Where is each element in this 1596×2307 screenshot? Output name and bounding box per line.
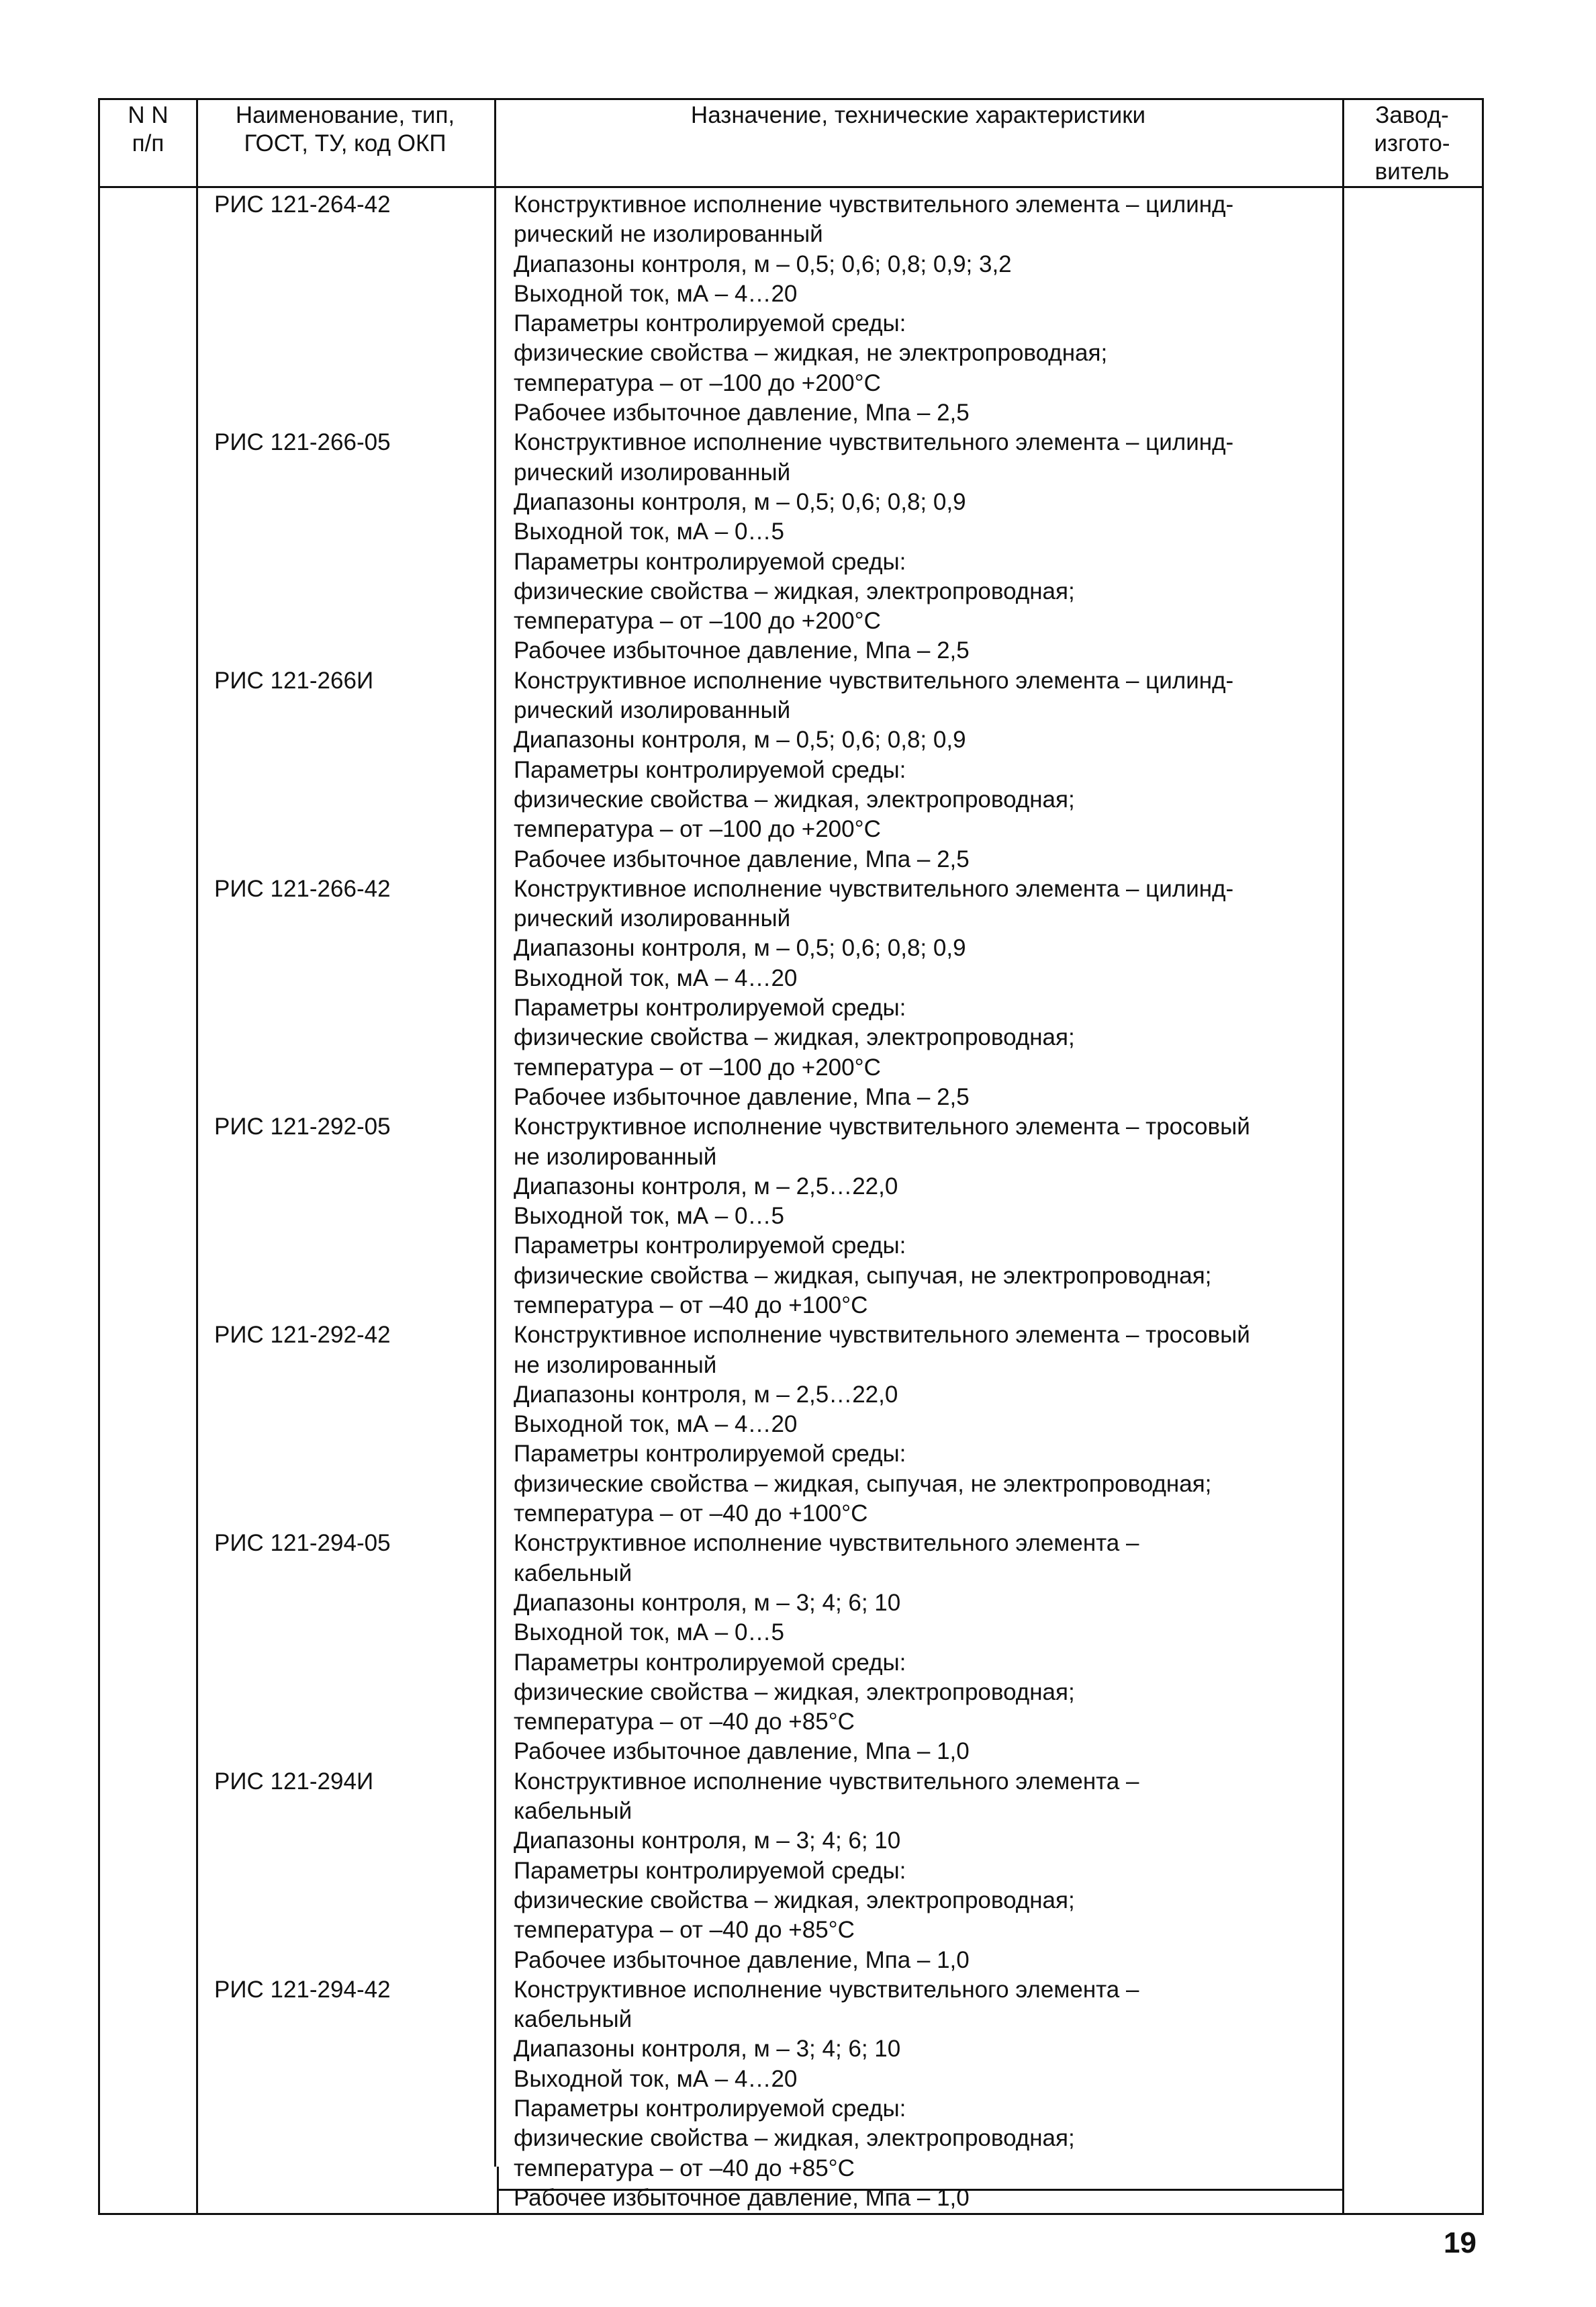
device-code: РИС 121-292-42 [214, 1322, 391, 1349]
spec-line: не изолированный [514, 1143, 717, 1170]
spec-line: Рабочее избыточное давление, Мпа – 1,0 [514, 2184, 970, 2211]
spec-line: физические свойства – жидкая, электропроводная; [514, 578, 1075, 604]
device-code: РИС 121-294И [214, 1768, 374, 1795]
spec-line: рический изолированный [514, 459, 791, 486]
spec-line: температура – от –40 до +100°С [514, 1292, 868, 1318]
spec-line: Рабочее избыточное давление, Мпа – 1,0 [514, 1946, 970, 1973]
spec-line: температура – от –100 до +200°С [514, 608, 881, 635]
table-row [100, 1320, 1482, 1529]
spec-line: рический изолированный [514, 905, 791, 932]
device-code: РИС 121-294-05 [214, 1530, 391, 1557]
spec-line: физические свойства – жидкая, электропроводная; [514, 2125, 1075, 2152]
spec-line: Выходной ток, мА – 4…20 [514, 964, 798, 991]
spec-line: Выходной ток, мА – 0…5 [514, 1619, 784, 1646]
table-row [100, 190, 1482, 428]
spec-line: Конструктивное исполнение чувствительного элемента – [514, 1976, 1139, 2003]
table-row [100, 1975, 1482, 2213]
spec-line: Конструктивное исполнение чувствительного элемента – [514, 1530, 1139, 1557]
spec-line: температура – от –100 до +200°С [514, 1054, 881, 1081]
spec-description [514, 190, 1482, 428]
spec-line: Диапазоны контроля, м – 0,5; 0,6; 0,8; 0,9 [514, 935, 966, 962]
spec-line: физические свойства – жидкая, электропроводная; [514, 1678, 1075, 1705]
spec-line: Выходной ток, мА – 0…5 [514, 518, 784, 545]
spec-line: температура – от –100 до +200°С [514, 369, 881, 396]
table-row [100, 1112, 1482, 1320]
spec-line: физические свойства – жидкая, не электропроводная; [514, 340, 1108, 367]
spec-line: Диапазоны контроля, м – 3; 4; 6; 10 [514, 1827, 901, 1854]
spec-line: Конструктивное исполнение чувствительного элемента – цилинд- [514, 191, 1234, 218]
spec-line: Диапазоны контроля, м – 0,5; 0,6; 0,8; 0,9 [514, 727, 966, 754]
spec-line: Параметры контролируемой среды: [514, 1441, 906, 1467]
spec-line: кабельный [514, 2006, 632, 2033]
table-row [100, 428, 1482, 666]
table-row [100, 874, 1482, 1112]
spec-line: Конструктивное исполнение чувствительного элемента – цилинд- [514, 429, 1234, 456]
spec-line: Конструктивное исполнение чувствительного элемента – тросовый [514, 1114, 1250, 1140]
device-code: РИС 121-264-42 [214, 191, 391, 218]
spec-line: не изолированный [514, 1351, 717, 1378]
spec-line: Выходной ток, мА – 4…20 [514, 1411, 798, 1438]
table-row [100, 1529, 1482, 1766]
spec-description [514, 1767, 1482, 1975]
spec-line: Рабочее избыточное давление, Мпа – 2,5 [514, 1083, 970, 1110]
spec-line: Выходной ток, мА – 0…5 [514, 1203, 784, 1230]
device-code: РИС 121-266И [214, 667, 374, 694]
spec-line: Рабочее избыточное давление, Мпа – 1,0 [514, 1738, 970, 1765]
spec-description [514, 1975, 1482, 2213]
header-purpose: Назначение, технические характеристики [690, 102, 1146, 128]
spec-line: Параметры контролируемой среды: [514, 756, 906, 783]
spec-description [514, 1112, 1482, 1320]
device-code: РИС 121-266-05 [214, 429, 391, 456]
spec-line: Конструктивное исполнение чувствительного элемента – тросовый [514, 1322, 1250, 1349]
page-number: 19 [1444, 2226, 1476, 2259]
spec-line: Диапазоны контроля, м – 0,5; 0,6; 0,8; 0,9; 3,2 [514, 251, 1012, 277]
device-code: РИС 121-266-42 [214, 875, 391, 902]
spec-line: физические свойства – жидкая, электропроводная; [514, 786, 1075, 813]
spec-line: Параметры контролируемой среды: [514, 1857, 906, 1884]
header-manufacturer: Завод- изгото- витель [1374, 102, 1450, 185]
spec-description [514, 1529, 1482, 1766]
spec-line: Диапазоны контроля, м – 0,5; 0,6; 0,8; 0,9 [514, 488, 966, 515]
spec-line: физические свойства – жидкая, сыпучая, не электропроводная; [514, 1470, 1212, 1497]
spec-line: кабельный [514, 1798, 632, 1825]
spec-line: Параметры контролируемой среды: [514, 1649, 906, 1676]
spec-description [514, 1320, 1482, 1529]
device-code: РИС 121-294-42 [214, 1976, 391, 2003]
spec-line: температура – от –40 до +85°С [514, 1709, 855, 1735]
spec-description [514, 666, 1482, 874]
spec-line: Параметры контролируемой среды: [514, 2095, 906, 2122]
spec-line: физические свойства – жидкая, электропроводная; [514, 1024, 1075, 1051]
table-row [100, 666, 1482, 874]
spec-line: Параметры контролируемой среды: [514, 310, 906, 337]
spec-table [98, 98, 1484, 2215]
spec-line: Диапазоны контроля, м – 3; 4; 6; 10 [514, 2036, 901, 2063]
table-body [100, 190, 1482, 2213]
spec-line: физические свойства – жидкая, электропроводная; [514, 1887, 1075, 1913]
spec-line: Рабочее избыточное давление, Мпа – 2,5 [514, 637, 970, 664]
spec-line: Рабочее избыточное давление, Мпа – 2,5 [514, 846, 970, 872]
spec-line: Параметры контролируемой среды: [514, 995, 906, 1022]
spec-line: температура – от –40 до +85°С [514, 1917, 855, 1944]
spec-line: Выходной ток, мА – 4…20 [514, 2065, 798, 2092]
spec-line: температура – от –40 до +100°С [514, 1500, 868, 1527]
spec-line: Диапазоны контроля, м – 3; 4; 6; 10 [514, 1589, 901, 1616]
spec-line: Рабочее избыточное давление, Мпа – 2,5 [514, 400, 970, 426]
header-name: Наименование, тип, ГОСТ, ТУ, код ОКП [235, 102, 455, 156]
spec-line: Параметры контролируемой среды: [514, 548, 906, 575]
spec-line: Конструктивное исполнение чувствительного элемента – цилинд- [514, 667, 1234, 694]
spec-line: температура – от –40 до +85°С [514, 2155, 855, 2181]
header-number: N N п/п [128, 102, 169, 156]
spec-line: температура – от –100 до +200°С [514, 816, 881, 843]
spec-line: Выходной ток, мА – 4…20 [514, 280, 798, 307]
spec-line: физические свойства – жидкая, сыпучая, не электропроводная; [514, 1262, 1212, 1289]
spec-line: рический не изолированный [514, 221, 823, 248]
spec-line: Конструктивное исполнение чувствительного элемента – [514, 1768, 1139, 1795]
spec-line: кабельный [514, 1559, 632, 1586]
spec-description [514, 428, 1482, 666]
spec-description [514, 874, 1482, 1112]
spec-line: Диапазоны контроля, м – 2,5…22,0 [514, 1381, 898, 1408]
spec-line: Параметры контролируемой среды: [514, 1232, 906, 1259]
table-row [100, 1767, 1482, 1975]
header-divider [100, 186, 1482, 188]
spec-line: Диапазоны контроля, м – 2,5…22,0 [514, 1173, 898, 1200]
device-code: РИС 121-292-05 [214, 1114, 391, 1140]
spec-line: рический изолированный [514, 697, 791, 724]
spec-line: Конструктивное исполнение чувствительного элемента – цилинд- [514, 875, 1234, 902]
